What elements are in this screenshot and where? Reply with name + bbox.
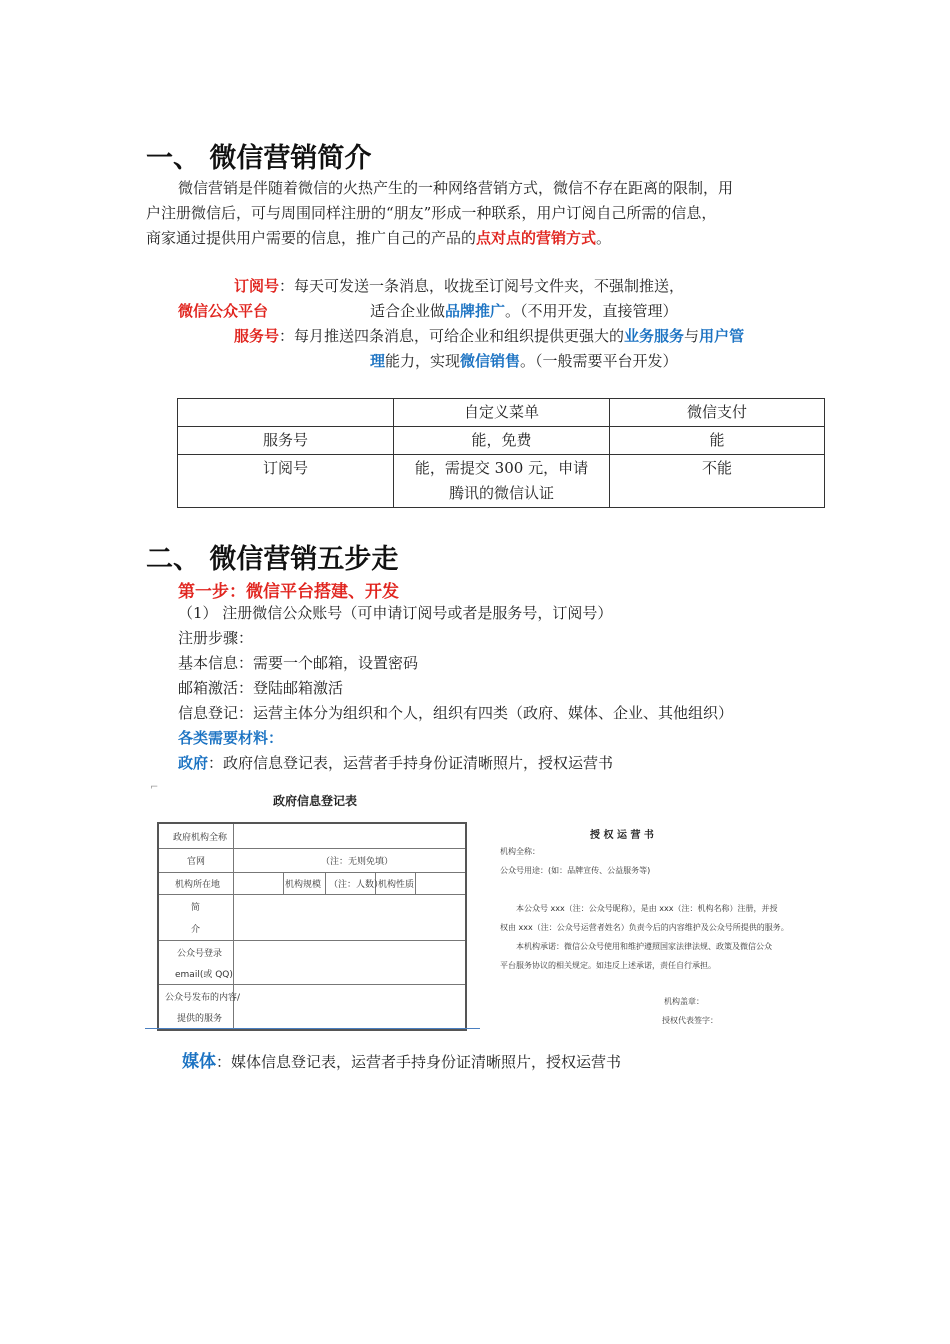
service-desc: ：每月推送四条消息，可给企业和组织提供更强大的 <box>279 327 625 345</box>
wechat-sales: 微信销售 <box>460 352 521 370</box>
gov-form-r2-val: （注：无则免填） <box>321 857 394 867</box>
comparison-table <box>177 398 825 508</box>
auth-letter-l1: 机构全称： <box>500 847 540 856</box>
auth-letter-l2: 公众号用途：(如：品牌宣传、公益服务等) <box>500 866 651 875</box>
subscription-desc: ：每天可发送一条消息，收拢至订阅号文件夹，不强制推送， <box>279 277 685 295</box>
gov-form-r5a: 公众号登录 <box>177 949 223 959</box>
section1-title: 一、 微信营销简介 <box>146 143 372 174</box>
intro-line-1: 微信营销是伴随着微信的火热产生的一种网络营销方式，微信不存在距离的限制，用 <box>178 179 734 197</box>
media-line <box>182 1050 621 1075</box>
auth-letter-title: 授 权 运 营 书 <box>590 830 654 841</box>
table-row <box>178 455 825 508</box>
gov-form-r5b: email(或 QQ) <box>175 970 233 980</box>
brand-promotion: 品牌推广 <box>445 302 506 320</box>
step1-heading: 第一步：微信平台搭建、开发 <box>178 582 399 602</box>
government-text: ：政府信息登记表，运营者手持身份证清晰照片，授权运营书 <box>208 754 614 772</box>
info-registration: 信息登记：运营主体分为组织和个人，组织有四类（政府、媒体、企业、其他组织） <box>178 704 734 722</box>
gov-form-r2: 官网 <box>187 857 206 867</box>
intro-highlight: 点对点的营销方式 <box>476 229 597 247</box>
section2-title: 二、 微信营销五步走 <box>146 544 399 575</box>
business-service: 业务服务 <box>624 327 685 345</box>
service-line-2 <box>370 349 678 374</box>
auth-letter-l4: 权由 xxx（注：公众号运营者姓名）负责今后的内容维护及公众号所提供的服务。 <box>500 923 789 932</box>
table-cell: 能 <box>610 427 825 455</box>
register-steps-label: 注册步骤： <box>178 629 254 647</box>
auth-letter-l5: 本机构承诺：微信公众号使用和维护遵照国家法律法规、政策及微信公众 <box>516 942 772 951</box>
gov-form-r3c: （注：人数） <box>329 880 384 890</box>
media-text: ：媒体信息登记表，运营者手持身份证清晰照片，授权运营书 <box>216 1053 622 1071</box>
table-cell: 不能 <box>610 455 825 508</box>
table-header-cell <box>178 399 394 427</box>
table-cell: 能，需提交 300 元，申请腾讯的微信认证 <box>394 455 610 508</box>
auth-letter-l8: 授权代表签字： <box>662 1016 718 1025</box>
table-cell: 服务号 <box>178 427 394 455</box>
basic-info: 基本信息：需要一个邮箱，设置密码 <box>178 654 419 672</box>
user-management-end: 理 <box>370 352 386 370</box>
gov-form-r3b: 机构规模 <box>285 880 322 890</box>
service-desc-2: 能力，实现 <box>385 352 461 370</box>
table-cell: 订阅号 <box>178 455 394 508</box>
gov-form-r6b: 提供的服务 <box>177 1014 223 1024</box>
service-and: 与 <box>684 327 700 345</box>
materials-label: 各类需要材料： <box>178 729 284 747</box>
gov-form-r4b: 介 <box>191 925 201 935</box>
table-cell: 能，免费 <box>394 427 610 455</box>
gov-form-r1: 政府机构全称 <box>173 833 228 843</box>
service-line-1 <box>234 324 744 349</box>
auth-letter-l3: 本公众号 xxx（注：公众号昵称），是由 xxx（注：机构名称）注册，并授 <box>516 904 778 913</box>
gov-form-table <box>157 822 467 1031</box>
subscription-desc-2: 适合企业做 <box>370 302 446 320</box>
gov-form-r6a: 公众号发布的内容/ <box>165 993 241 1003</box>
gov-form-r3a: 机构所在地 <box>175 880 221 890</box>
gov-form-title: 政府信息登记表 <box>273 794 358 808</box>
media-label: 媒体 <box>182 1052 216 1072</box>
subscription-desc-3: 。（不用开发，直接管理） <box>505 302 678 320</box>
gov-form-r4a: 简 <box>191 903 201 913</box>
table-header-cell: 自定义菜单 <box>394 399 610 427</box>
auth-letter-l6: 平台服务协议的相关规定。如违反上述承诺，责任自行承担。 <box>500 961 716 970</box>
government-label: 政府 <box>178 754 209 772</box>
auth-letter-l7: 机构盖章： <box>664 997 704 1006</box>
service-desc-3: 。（一般需要平台开发） <box>520 352 678 370</box>
government-line <box>178 751 613 776</box>
subscription-label: 订阅号 <box>234 277 280 295</box>
table-header-cell: 微信支付 <box>610 399 825 427</box>
intro-line-3 <box>146 226 611 251</box>
intro-line-2: 户注册微信后，可与周围同样注册的“朋友”形成一种联系，用户订阅自己所需的信息， <box>146 204 717 222</box>
subscription-line-1 <box>234 274 684 299</box>
intro-line-3-end: 。 <box>596 229 612 247</box>
table-row <box>178 427 825 455</box>
step1-item-1: （1） 注册微信公众账号（可申请订阅号或者是服务号，订阅号） <box>178 604 613 622</box>
subscription-line-2 <box>370 299 678 324</box>
corner-mark: ⌐ <box>150 782 159 793</box>
user-management: 用户管 <box>699 327 745 345</box>
email-activation: 邮箱激活：登陆邮箱激活 <box>178 679 344 697</box>
table-header-row <box>178 399 825 427</box>
service-label: 服务号 <box>234 327 280 345</box>
intro-line-3-text: 商家通过提供用户需要的信息，推广自己的产品的 <box>146 229 477 247</box>
platform-label: 微信公众平台 <box>178 302 269 320</box>
gov-form-r3d: 机构性质 <box>378 880 415 890</box>
